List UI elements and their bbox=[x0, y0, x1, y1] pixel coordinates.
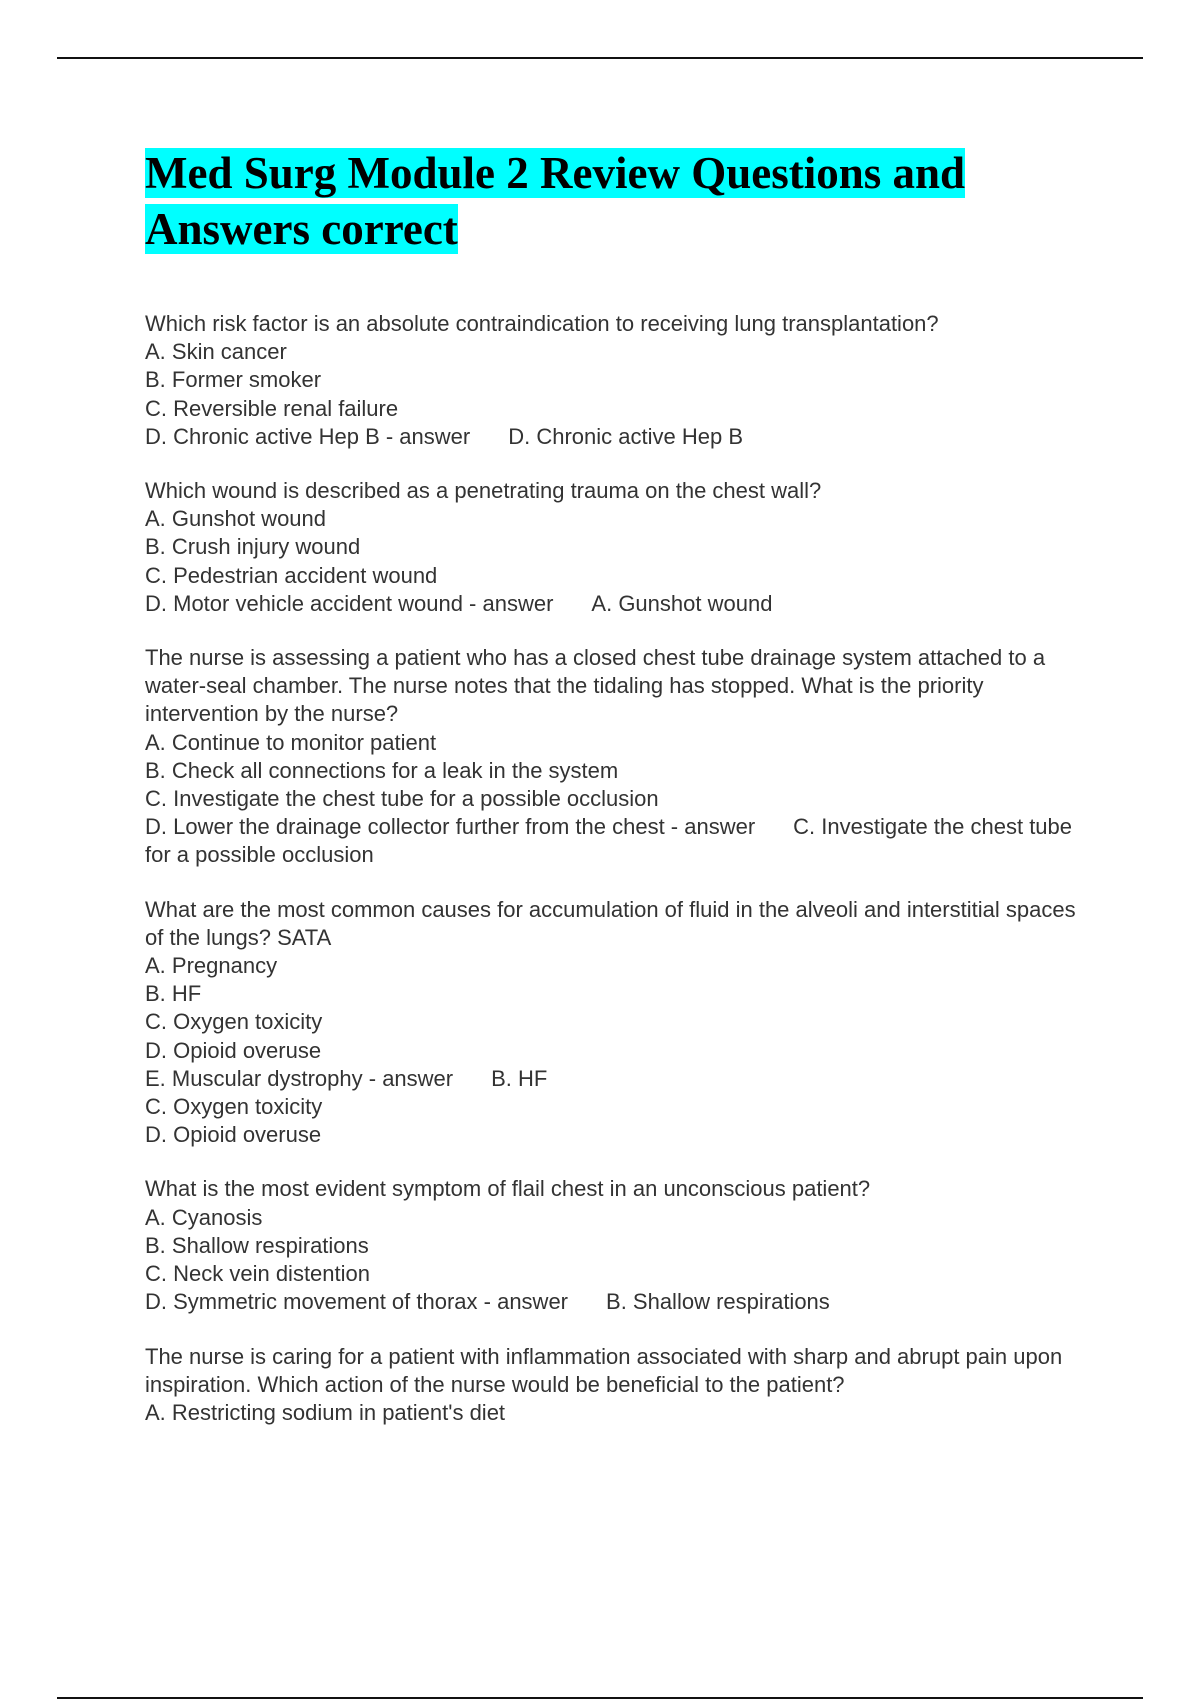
answer-option: C. Investigate the chest tube for a possible occlusion bbox=[145, 786, 659, 812]
last-option: D. Symmetric movement of thorax - answer bbox=[145, 1289, 569, 1315]
answer-option: C. Pedestrian accident wound bbox=[145, 562, 438, 588]
answer-option: C. Neck vein distention bbox=[145, 1261, 370, 1287]
answer-line bbox=[145, 813, 1095, 869]
title-line-2: Answers correct bbox=[145, 204, 458, 254]
answer-option: C. Oxygen toxicity bbox=[145, 1009, 323, 1035]
answer-line bbox=[145, 1288, 1095, 1316]
correct-answer: A. Gunshot wound bbox=[591, 590, 773, 616]
question-stem: The nurse is assessing a patient who has a closed chest tube drainage system attached to a water-seal chamber. The nurse notes that the tidaling has stopped. What is the priority intervention by the nurse? bbox=[145, 645, 1046, 727]
answer-option: A. Pregnancy bbox=[145, 953, 278, 979]
question-block bbox=[145, 310, 1095, 451]
question-stem: What are the most common causes for accumulation of fluid in the alveoli and interstitial spaces of the lungs? SATA bbox=[145, 896, 1076, 950]
correct-answer: B. HF bbox=[491, 1065, 548, 1091]
bottom-rule bbox=[57, 1697, 1143, 1699]
last-option: D. Motor vehicle accident wound - answer bbox=[145, 590, 554, 616]
last-option: E. Muscular dystrophy - answer bbox=[145, 1065, 454, 1091]
question-stem: Which risk factor is an absolute contraindication to receiving lung transplantation? bbox=[145, 311, 939, 336]
answer-line bbox=[145, 590, 1095, 618]
top-rule bbox=[57, 57, 1143, 59]
last-option: D. Lower the drainage collector further from the chest - answer bbox=[145, 814, 756, 840]
answer-line bbox=[145, 423, 1095, 451]
answer-line bbox=[145, 1065, 1095, 1093]
question-stem: Which wound is described as a penetrating trauma on the chest wall? bbox=[145, 478, 822, 504]
last-option: D. Chronic active Hep B - answer bbox=[145, 423, 471, 449]
answer-option: A. Gunshot wound bbox=[145, 506, 327, 532]
question-block bbox=[145, 477, 1095, 618]
document-title bbox=[145, 145, 1095, 257]
answer-option: B. Crush injury wound bbox=[145, 534, 361, 560]
answer-option: B. Shallow respirations bbox=[145, 1232, 369, 1258]
answer-continuation: D. Opioid overuse bbox=[145, 1122, 322, 1148]
answer-option: B. HF bbox=[145, 981, 202, 1007]
question-block bbox=[145, 644, 1095, 870]
question-stem: The nurse is caring for a patient with inflammation associated with sharp and abrupt pain upon inspiration. Which action of the nurse would be beneficial to the patient? bbox=[145, 1343, 1063, 1397]
answer-continuation: C. Oxygen toxicity bbox=[145, 1094, 323, 1120]
answer-option: D. Opioid overuse bbox=[145, 1037, 322, 1063]
answer-option: A. Cyanosis bbox=[145, 1204, 263, 1230]
question-block bbox=[145, 896, 1095, 1150]
question-stem: What is the most evident symptom of flail chest in an unconscious patient? bbox=[145, 1176, 871, 1202]
title-line-1: Med Surg Module 2 Review Questions and bbox=[145, 148, 966, 198]
correct-answer: C. Investigate the chest tube for a possible occlusion bbox=[145, 814, 1073, 868]
question-list bbox=[145, 310, 1095, 1427]
document-body bbox=[145, 145, 1095, 1453]
answer-option: A. Continue to monitor patient bbox=[145, 729, 437, 755]
answer-option: A. Skin cancer bbox=[145, 339, 287, 365]
answer-option: B. Former smoker bbox=[145, 367, 322, 393]
answer-option: C. Reversible renal failure bbox=[145, 395, 399, 421]
question-block bbox=[145, 1175, 1095, 1316]
question-block bbox=[145, 1343, 1095, 1428]
correct-answer: B. Shallow respirations bbox=[606, 1289, 830, 1315]
answer-option: B. Check all connections for a leak in the system bbox=[145, 757, 619, 783]
correct-answer: D. Chronic active Hep B bbox=[508, 423, 743, 449]
answer-option: A. Restricting sodium in patient's diet bbox=[145, 1399, 506, 1425]
